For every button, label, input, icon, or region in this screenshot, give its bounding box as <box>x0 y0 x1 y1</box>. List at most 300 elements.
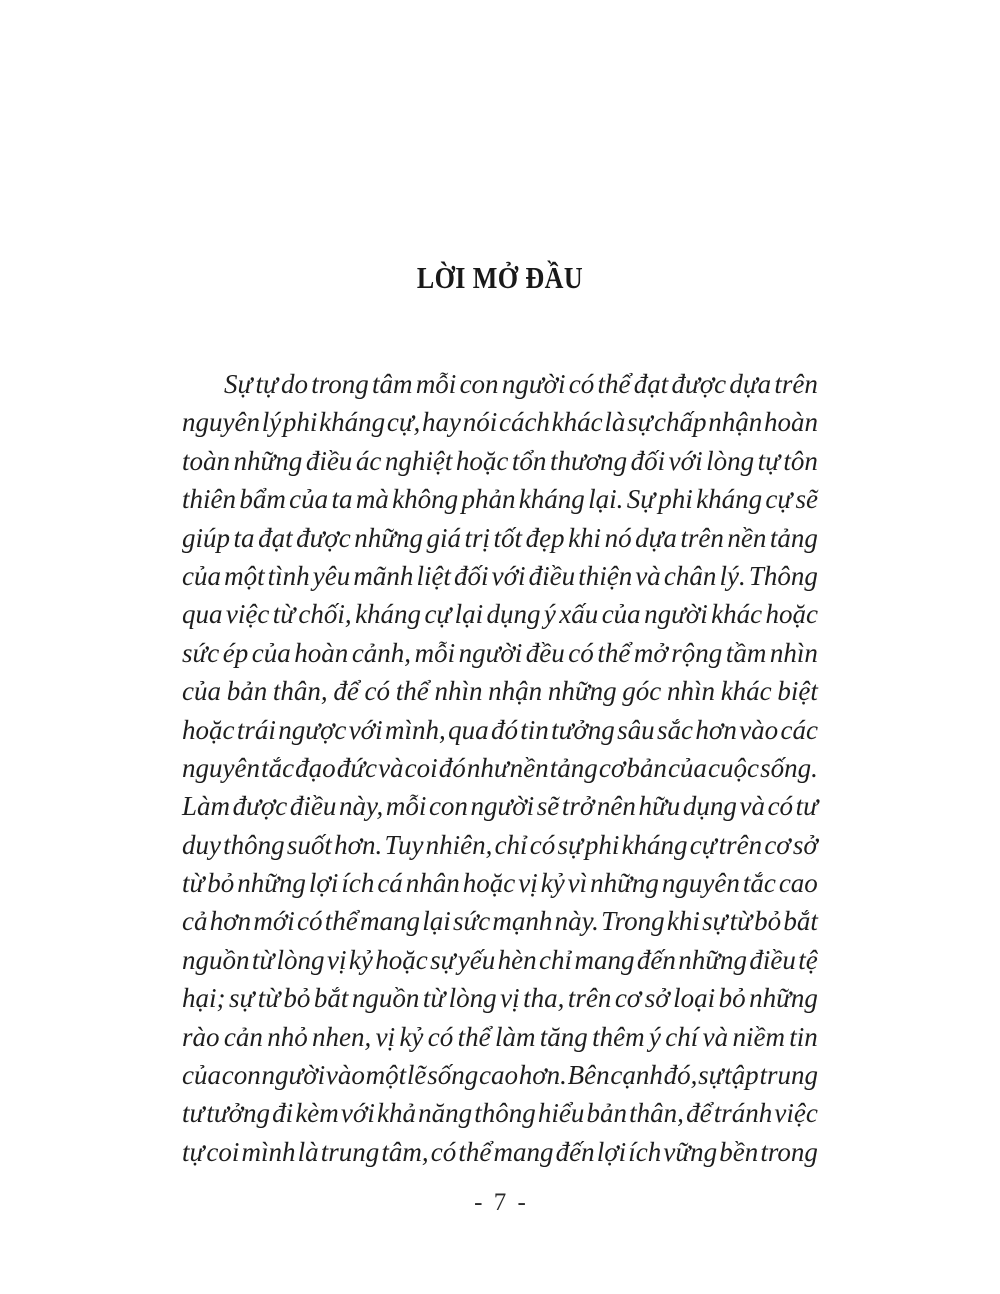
word: nhận <box>488 676 543 707</box>
word: của <box>667 752 707 783</box>
word: tha, <box>523 983 565 1014</box>
word: đạo <box>295 752 336 783</box>
word: nền <box>509 752 549 783</box>
word: bỏ <box>207 868 235 899</box>
word: không <box>392 484 459 515</box>
word: kèm <box>295 1098 339 1129</box>
word: người <box>470 791 535 822</box>
word: việc <box>225 599 270 630</box>
word: có <box>364 676 391 707</box>
word: sở <box>792 829 818 860</box>
word: tự <box>757 445 780 476</box>
word: dựa <box>729 369 772 399</box>
word: đều <box>525 637 565 668</box>
word: lợi <box>596 1136 627 1167</box>
word: bỏ <box>283 983 311 1014</box>
page-title <box>0 260 1000 296</box>
word: tập <box>724 1060 759 1091</box>
word: và <box>635 560 661 591</box>
word: ý <box>648 1021 661 1052</box>
page-number: - 7 - <box>474 1189 526 1216</box>
word: mang <box>359 906 420 937</box>
word: trên <box>718 829 763 860</box>
text-line <box>182 1056 818 1094</box>
word: cao <box>478 1060 518 1091</box>
word: trên <box>774 369 818 399</box>
word: của <box>182 1060 221 1091</box>
word: mang <box>493 1136 554 1167</box>
text-line <box>182 749 818 787</box>
word: sự <box>702 906 728 937</box>
word: một <box>365 1060 407 1091</box>
word: đạt <box>258 522 293 553</box>
word: lý. <box>719 560 746 591</box>
word: thông <box>223 829 285 860</box>
text-line <box>182 787 818 825</box>
word: kháng <box>319 407 386 438</box>
word: cự, <box>386 407 421 438</box>
word: tầm <box>725 637 767 668</box>
word: Sự <box>224 369 253 399</box>
text-line <box>182 672 818 710</box>
word: hữu <box>638 791 681 822</box>
word: hoặc <box>765 599 818 630</box>
word: cự <box>689 829 717 860</box>
text-line <box>182 557 818 595</box>
word: cự <box>424 599 452 630</box>
word: mãnh <box>353 560 414 591</box>
word: là <box>297 1136 319 1167</box>
word: điều <box>289 791 337 822</box>
word: sẽ <box>536 791 560 822</box>
word: Trong <box>601 906 665 937</box>
word: nghiệt <box>384 445 453 476</box>
word: được <box>232 791 288 822</box>
word: nguyên <box>661 868 740 899</box>
word: từ <box>257 983 280 1014</box>
word: coi <box>404 752 438 783</box>
word: có <box>297 906 323 937</box>
word: từ <box>182 868 205 899</box>
word: những <box>354 522 423 553</box>
word: cự <box>765 484 793 515</box>
word: những <box>547 676 617 707</box>
word: mở <box>633 637 668 668</box>
word: từ <box>251 944 275 975</box>
word: hoàn <box>763 407 818 438</box>
word: sự <box>228 983 255 1014</box>
text-line <box>182 403 818 441</box>
word: đối <box>454 560 489 591</box>
word: đối <box>630 445 666 476</box>
word: người <box>458 637 523 668</box>
word: phi <box>282 407 318 438</box>
word: phi <box>658 484 693 515</box>
word: lại. <box>588 484 624 515</box>
word: bản <box>586 1098 628 1129</box>
word: hơn. <box>334 829 383 860</box>
word: nền <box>727 522 767 553</box>
word: những <box>237 868 306 899</box>
word: này. <box>554 906 599 937</box>
word: tự <box>182 1136 205 1167</box>
word: loại <box>673 983 716 1014</box>
word: cơ <box>598 752 626 783</box>
word: Bên <box>567 1060 610 1091</box>
word: tắc <box>742 868 776 899</box>
word: giúp <box>182 522 231 553</box>
word: do <box>281 369 308 399</box>
word: sâu <box>617 714 655 745</box>
word: đến <box>636 944 676 975</box>
word: bỏ <box>754 906 782 937</box>
word: sống. <box>760 752 818 783</box>
word: thiện <box>578 560 633 591</box>
text-line <box>182 519 818 557</box>
word: thêm <box>592 1021 645 1052</box>
word: một <box>224 560 265 591</box>
word: liệt <box>416 560 451 591</box>
word: điều <box>528 560 576 591</box>
word: đạt <box>633 369 669 399</box>
word: có <box>427 1021 454 1052</box>
word: dụng <box>486 599 541 630</box>
word: để <box>686 1098 712 1129</box>
word: suốt <box>286 829 332 860</box>
word: dụng <box>682 791 737 822</box>
word: hiểu <box>537 1098 585 1129</box>
word: hại; <box>182 983 226 1014</box>
word: bẩm <box>239 484 286 515</box>
word: nhân <box>405 868 460 899</box>
word: ác <box>355 445 382 476</box>
word: tưởng <box>551 714 615 745</box>
text-line <box>182 711 818 749</box>
word: kỷ <box>399 1021 424 1052</box>
word: ép <box>222 637 249 668</box>
word: tư <box>182 1098 205 1129</box>
word: con <box>221 1060 261 1091</box>
word: tổn <box>511 445 547 476</box>
word: thể <box>324 906 358 937</box>
word: sở <box>644 983 670 1014</box>
text-line <box>182 826 818 864</box>
word: Sự <box>626 484 655 515</box>
word: phản <box>461 484 516 515</box>
word: việc <box>774 1098 818 1129</box>
word: đó, <box>663 1060 698 1091</box>
word: nói <box>462 407 498 438</box>
word: thể <box>458 1136 492 1167</box>
word: nhỏ <box>267 1021 308 1052</box>
word: tư <box>795 791 818 822</box>
word: niềm <box>732 1021 785 1052</box>
word: cả <box>182 906 208 937</box>
word: nguyên <box>182 752 260 783</box>
word: của <box>601 599 641 630</box>
word: tốt <box>493 522 523 553</box>
word: biệt <box>777 676 818 707</box>
word: kỷ <box>348 944 373 975</box>
word: lý <box>261 407 282 438</box>
word: duy <box>182 829 221 860</box>
word: tự <box>255 369 278 399</box>
word: tin <box>789 1021 818 1052</box>
text-line <box>182 595 818 633</box>
word: này, <box>338 791 384 822</box>
word: được <box>671 369 727 399</box>
word: với <box>491 560 526 591</box>
word: kháng <box>518 484 585 515</box>
word: với <box>340 1098 375 1129</box>
word: những <box>233 445 303 476</box>
word: mỗi <box>414 637 456 668</box>
page-title-text: LỜI MỞ ĐẦU <box>416 260 584 295</box>
word: chỉ <box>494 829 528 860</box>
text-line <box>182 365 818 403</box>
word: thương <box>549 445 628 476</box>
word: bỏ <box>718 983 746 1014</box>
word: chấp <box>654 407 707 438</box>
word: kháng <box>355 599 422 630</box>
word: kháng <box>621 829 688 860</box>
word: trong <box>311 369 369 399</box>
word: hoàn <box>294 637 349 668</box>
word: tảng <box>769 522 818 553</box>
word: vị <box>518 868 538 899</box>
word: cơ <box>764 829 791 860</box>
text-line <box>182 634 818 672</box>
word: giá <box>426 522 461 553</box>
word: khác <box>551 407 603 438</box>
word: tôn <box>783 445 818 476</box>
word: mình, <box>384 714 446 745</box>
word: tăng <box>539 1021 588 1052</box>
word: tin <box>520 714 549 745</box>
word: và <box>378 752 404 783</box>
word: đi <box>272 1098 294 1129</box>
text-line <box>182 480 818 518</box>
word: điều <box>749 944 796 975</box>
word: lợi <box>308 868 339 899</box>
text-line <box>182 1133 818 1171</box>
word: sẽ <box>795 484 818 515</box>
word: được <box>296 522 351 553</box>
word: thể <box>457 1021 491 1052</box>
word: đức <box>336 752 377 783</box>
word: cá <box>377 868 403 899</box>
word: mỗi <box>385 791 427 822</box>
word: hoặc <box>462 868 516 899</box>
word: hoặc <box>182 714 235 745</box>
word: và <box>739 791 765 822</box>
word: Làm <box>182 791 231 822</box>
word: vào <box>325 1060 365 1091</box>
word: tảng <box>549 752 598 783</box>
word: lẽ <box>406 1060 427 1091</box>
word: khi <box>666 906 700 937</box>
word: ích <box>341 868 375 899</box>
word: hơn <box>695 714 737 745</box>
word: kỷ <box>540 868 565 899</box>
word: tưởng <box>206 1098 271 1129</box>
word: khác <box>720 676 772 707</box>
word: cách <box>498 407 550 438</box>
word: nó <box>604 522 632 553</box>
word: thể <box>597 369 631 399</box>
word: cao <box>778 868 818 899</box>
word: đó <box>438 752 466 783</box>
text-line <box>182 864 818 902</box>
word: nhiên, <box>425 829 493 860</box>
word: người <box>261 1060 326 1091</box>
word: với <box>668 445 703 476</box>
word: Thông <box>748 560 818 591</box>
word: ta <box>331 484 353 515</box>
word: rào <box>182 1021 220 1052</box>
word: là <box>604 407 626 438</box>
word: nhìn <box>769 637 818 668</box>
word: nhìn <box>666 676 715 707</box>
word: ta <box>233 522 255 553</box>
word: nhìn <box>434 676 483 707</box>
word: nhận <box>708 407 763 438</box>
word: mỗi <box>415 369 457 399</box>
word: qua <box>182 599 223 630</box>
word: tâm, <box>381 1136 429 1167</box>
word: chỉ <box>539 944 573 975</box>
word: vị <box>375 1021 396 1052</box>
word: dựa <box>635 522 677 553</box>
word: cản <box>223 1021 263 1052</box>
word: thể <box>395 676 429 707</box>
word: đẹp <box>525 522 565 553</box>
word: chối, <box>298 599 352 630</box>
word: có <box>767 791 794 822</box>
word: phi <box>584 829 620 860</box>
word: tâm <box>372 369 413 399</box>
word: yếu <box>457 944 496 975</box>
word: mình <box>241 1136 296 1167</box>
word: tình <box>267 560 310 591</box>
word: vì <box>567 868 588 899</box>
word: tắc <box>261 752 295 783</box>
word: chân <box>663 560 717 591</box>
text-line <box>182 1094 818 1132</box>
word: toàn <box>182 445 231 476</box>
word: coi <box>206 1136 240 1167</box>
word: hơn <box>209 906 252 937</box>
word: có <box>430 1136 457 1167</box>
word: thân, <box>272 676 328 707</box>
word: có <box>529 829 556 860</box>
word: bền <box>719 1136 759 1167</box>
word: bản <box>626 752 667 783</box>
word: ngược <box>278 714 347 745</box>
word: để <box>333 676 359 707</box>
word: trở <box>561 791 595 822</box>
word: các <box>780 714 818 745</box>
word: kháng <box>696 484 763 515</box>
word: những <box>590 868 659 899</box>
word: và <box>702 1021 729 1052</box>
word: những <box>749 983 818 1014</box>
word: lòng <box>706 445 755 476</box>
word: thiên <box>182 484 236 515</box>
word: đó <box>490 714 518 745</box>
word: sức <box>182 637 220 668</box>
word: sự <box>557 829 583 860</box>
word: cạnh <box>610 1060 663 1091</box>
word: tránh <box>713 1098 773 1129</box>
word: có <box>568 637 594 668</box>
text-line <box>182 941 818 979</box>
word: cơ <box>614 983 642 1014</box>
word: nguồn <box>351 983 420 1014</box>
word: sức <box>452 906 491 937</box>
word: điều <box>305 445 353 476</box>
word: lại <box>454 599 484 630</box>
word: mà <box>355 484 389 515</box>
word: mang <box>574 944 635 975</box>
word: Tuy <box>384 829 424 860</box>
text-line <box>182 1018 818 1056</box>
word: bắt <box>783 906 818 937</box>
word: trị <box>464 522 491 553</box>
word: trong <box>760 1136 818 1167</box>
text-line <box>182 979 818 1017</box>
word: lòng <box>448 983 497 1014</box>
word: thân, <box>629 1098 684 1129</box>
word: nguồn <box>182 944 250 975</box>
word: của <box>289 484 329 515</box>
text-line <box>182 902 818 940</box>
word: hoặc <box>375 944 428 975</box>
preface-paragraph <box>182 365 818 1171</box>
word: bản <box>226 676 268 707</box>
word: ý <box>543 599 556 630</box>
word: hoặc <box>455 445 509 476</box>
word: qua <box>448 714 489 745</box>
word: thể <box>597 637 631 668</box>
word: xấu <box>559 599 599 630</box>
word: lại <box>422 906 451 937</box>
word: chí <box>665 1021 699 1052</box>
word: khi <box>568 522 602 553</box>
word: từ <box>272 599 295 630</box>
word: ích <box>628 1136 662 1167</box>
word: vị <box>500 983 520 1014</box>
word: yêu <box>312 560 351 591</box>
word: như <box>466 752 509 783</box>
word: những <box>678 944 747 975</box>
word: trung <box>320 1136 380 1167</box>
word: mạnh <box>492 906 553 937</box>
word: hơn. <box>518 1060 567 1091</box>
word: nhen, <box>312 1021 372 1052</box>
word: làm <box>494 1021 536 1052</box>
word: sự <box>698 1060 724 1091</box>
word: trung <box>759 1060 818 1091</box>
word: trên <box>680 522 724 553</box>
word: đến <box>555 1136 595 1167</box>
word: sự <box>627 407 653 438</box>
word: con <box>428 791 468 822</box>
word: vào <box>739 714 779 745</box>
word: tệ <box>798 944 818 975</box>
word: từ <box>422 983 446 1014</box>
word: năng <box>418 1098 473 1129</box>
